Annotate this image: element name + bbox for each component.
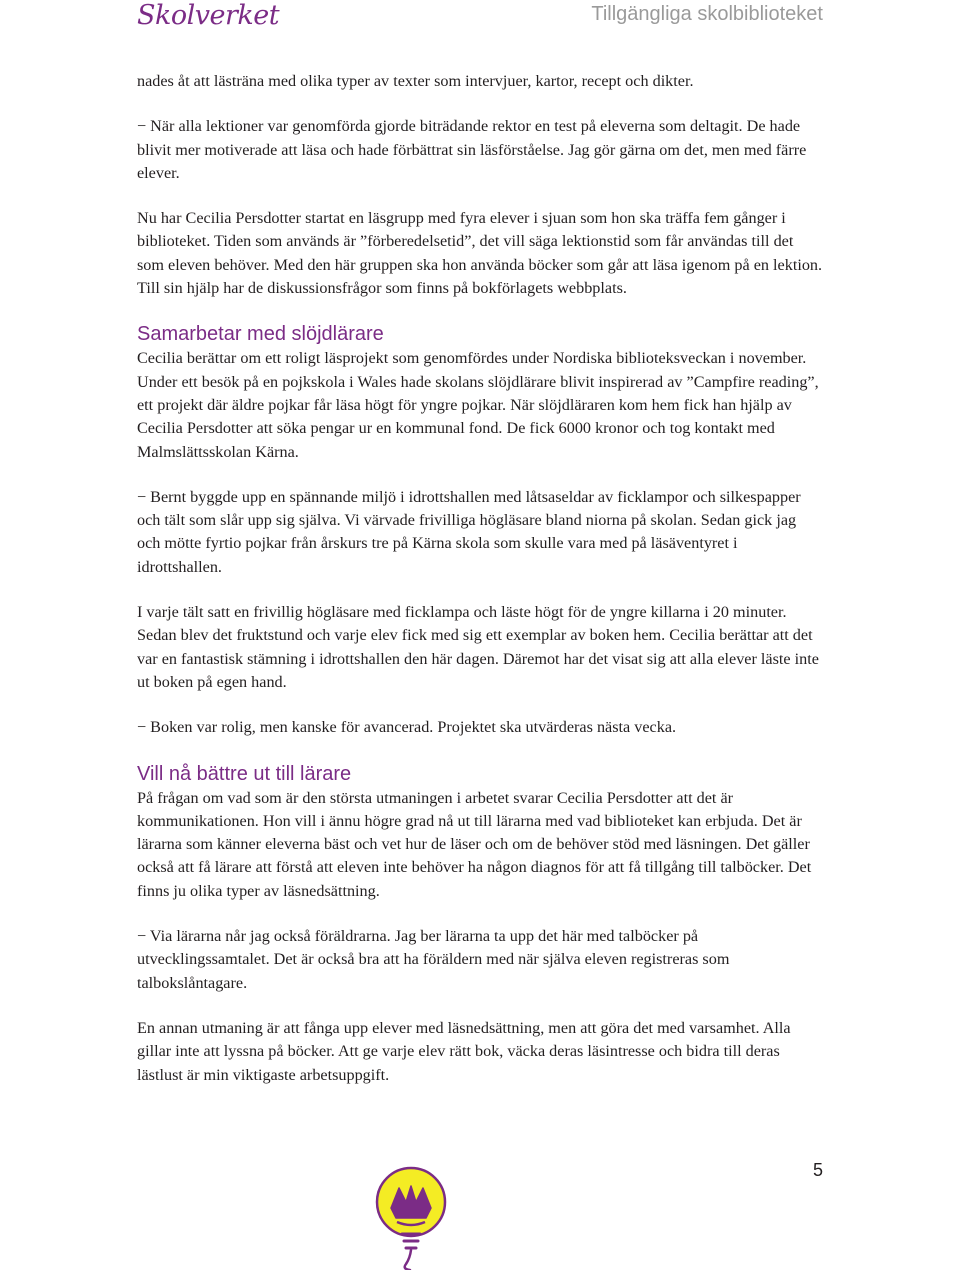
page-header (0, 0, 960, 40)
paragraph: − Boken var rolig, men kanske för avancerad. Projektet ska utvärderas nästa vecka. (137, 718, 677, 737)
page-number: 5 (812, 1160, 823, 1180)
paragraph: Nu har Cecilia Persdotter startat en läsgrupp med fyra elever i sjuan som hon ska träffa fem gånger i biblioteket. Tiden som används är ”förberedelsetid”, det vill säga lektionstid som får användas till det som eleven behöver. Med den här gruppen ska hon använda böcker som går att läsa igenom på en lektion. Till sin hjälp har de diskussionsfrågor som finns på bokförlagets webbplats. (137, 209, 823, 298)
document-title: Tillgängliga skolbiblioteket (591, 3, 823, 25)
paragraph: Cecilia berättar om ett roligt läsprojekt som genomfördes under Nordiska biblioteksveckan i november. Under ett besök på en pojkskola i Wales hade skolans slöjdlärare blivit inspirerad av ”Campfire reading”, ett projekt där äldre pojkar får läsa högt för yngre pojkar. När slöjdläraren kom hem fick han hjälp av Cecilia Persdotter att söka pengar ur en kommunal fond. De fick 6000 kronor och tog kontakt med Malmslättsskolan Kärna. (137, 349, 819, 461)
section-heading-slojdlarare: Samarbetar med slöjdlärare (137, 323, 384, 346)
paragraph: − När alla lektioner var genomförda gjorde biträdande rektor en test på eleverna som deltagit. De hade blivit mer motiverade att läsa och hade förbättrat sin läsförståelse. Jag gör gärna om det, men med färre elever. (137, 117, 807, 182)
article-body (137, 70, 823, 1109)
paragraph: På frågan om vad som är den största utmaningen i arbetet svarar Cecilia Persdotter att det är kommunikationen. Hon vill i ännu högre grad nå ut till lärarna med vad biblioteket kan erbjuda. Det är lärarna som känner eleverna bäst och vet hur de läser och om de behöver stöd med läsningen. Det gäller också att få lärare att förstå att eleven inte behöver ha någon diagnos för att få tillgång till talböcker. Det finns ju olika typer av läsnedsättning. (137, 788, 812, 900)
paragraph: En annan utmaning är att fånga upp elever med läsnedsättning, men att göra det med varsamhet. Alla gillar inte att lyssna på böcker. Att ge varje elev rätt bok, väcka deras läsintresse och bidra till deras lästlust är min viktigaste arbetsuppgift. (137, 1018, 791, 1084)
paragraph: − Via lärarna når jag också föräldrarna. Jag ber lärarna ta upp det här med talböcker på utvecklingssamtalet. Det är också bra att ha föräldern med när själva eleven registreras som talbokslåntagare. (137, 927, 730, 992)
paragraph: nades åt att lästräna med olika typer av texter som intervjuer, kartor, recept och dikter. (137, 72, 694, 90)
lightbulb-icon (366, 1162, 456, 1270)
section-heading-larare: Vill nå bättre ut till lärare (137, 762, 352, 785)
paragraph: I varje tält satt en frivillig högläsare med ficklampa och läste högt för de yngre killarna i 20 minuter. Sedan blev det fruktstund och varje elev fick med sig ett exemplar av boken hem. Cecilia berättar att det var en fantastisk stämning i idrottshallen den här dagen. Däremot har det visat sig att alla elever läste inte ut boken på egen hand. (137, 603, 819, 691)
paragraph: − Bernt byggde upp en spännande miljö i idrottshallen med låtsaseldar av ficklampor och silkespapper och tält som slår upp sig själva. Vi värvade frivilliga högläsare bland niorna på skolan. Sedan gick jag och mötte fyrtio pojkar från årskurs tre på Kärna skola som skulle vara med på läsäventyret i idrottshallen. (137, 487, 801, 576)
skolverket-logo: Skolverket (137, 0, 280, 31)
